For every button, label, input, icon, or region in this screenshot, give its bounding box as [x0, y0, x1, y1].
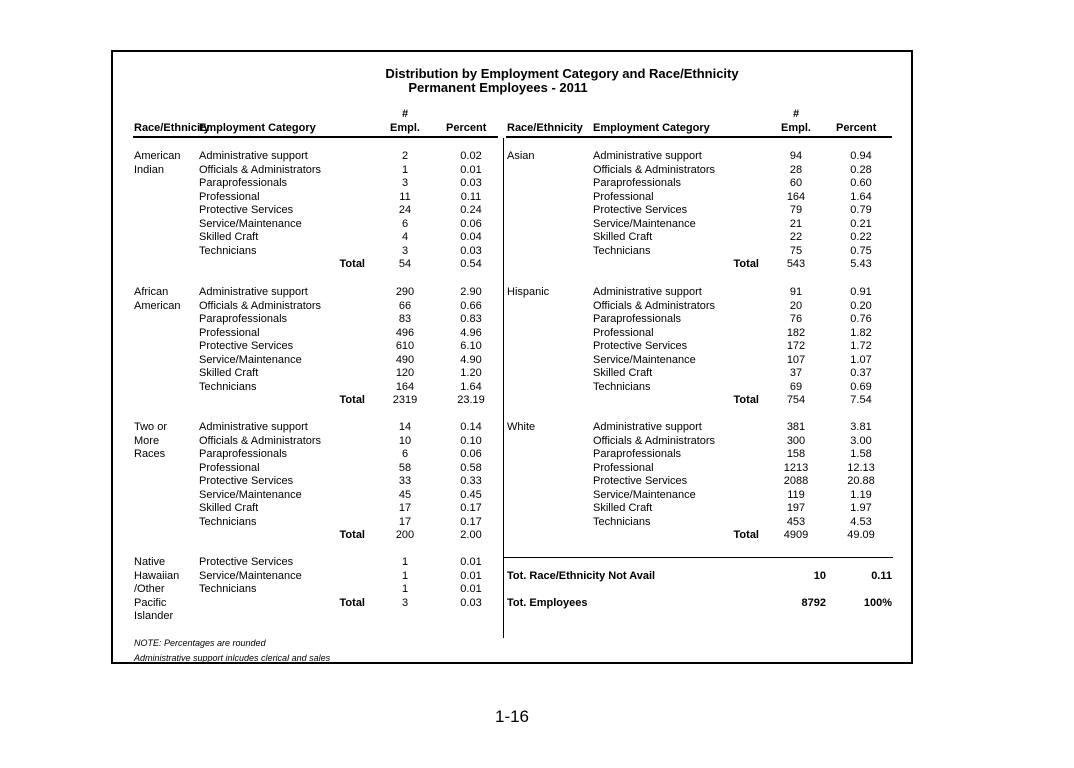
category-cell: Protective Services — [199, 475, 294, 488]
category-cell: Administrative support — [593, 286, 702, 298]
category-cell: Technicians — [199, 380, 257, 393]
category-cell: Paraprofessionals — [593, 177, 682, 190]
percent-cell: 1.20 — [460, 367, 482, 380]
total-count: 54 — [398, 258, 412, 271]
category-cell: Service/Maintenance — [593, 217, 696, 230]
percent-cell: 0.79 — [850, 204, 872, 217]
category-cell: Service/Maintenance — [593, 488, 696, 501]
percent-cell: 3.00 — [850, 434, 872, 447]
employee-count-cell: 75 — [789, 244, 803, 257]
percent-cell: 0.14 — [460, 421, 482, 433]
employee-count-cell: 164 — [395, 380, 415, 393]
category-cell: Service/Maintenance — [199, 569, 302, 582]
category-cell: Professional — [199, 461, 260, 474]
employee-count-cell: 69 — [789, 380, 803, 393]
race-label: Indian — [134, 163, 164, 176]
summary-count: 8792 — [801, 597, 826, 609]
employee-count-cell: 2088 — [783, 475, 809, 488]
category-cell: Service/Maintenance — [199, 488, 302, 501]
right-header-race: Race/Ethnicity — [507, 122, 583, 134]
category-cell: Protective Services — [199, 340, 294, 353]
right-header-empl: Empl. — [781, 122, 811, 134]
employee-count-cell: 91 — [789, 286, 803, 298]
total-count: 754 — [786, 394, 806, 407]
employee-count-cell: 94 — [789, 150, 803, 162]
employee-count-cell: 20 — [789, 299, 803, 312]
employee-count-cell: 58 — [398, 461, 412, 474]
employee-count-cell: 1 — [401, 569, 409, 582]
percent-cell: 0.94 — [850, 150, 872, 162]
percent-cell: 0.60 — [850, 177, 872, 190]
total-label: Total — [339, 596, 365, 609]
percent-cell: 0.11 — [460, 190, 482, 203]
category-cell: Technicians — [593, 515, 651, 528]
race-label: Hawaiian — [134, 569, 180, 582]
employee-count-cell: 610 — [395, 340, 415, 353]
total-percent: 0.54 — [460, 258, 482, 271]
percent-cell: 1.82 — [850, 326, 872, 339]
total-percent: 2.00 — [460, 529, 482, 542]
percent-cell: 0.33 — [460, 475, 482, 488]
total-percent: 49.09 — [847, 529, 875, 542]
category-cell: Skilled Craft — [593, 367, 653, 380]
employee-count-cell: 45 — [398, 488, 412, 501]
employee-count-cell: 490 — [395, 353, 415, 366]
column-divider — [503, 138, 504, 638]
total-percent: 7.54 — [850, 394, 872, 407]
percent-cell: 0.02 — [460, 150, 482, 162]
category-cell: Skilled Craft — [593, 231, 653, 244]
percent-cell: 0.22 — [850, 231, 872, 244]
race-label: Islander — [134, 610, 174, 623]
total-label: Total — [339, 394, 365, 407]
left-header-underline — [133, 136, 498, 138]
race-label: African — [134, 286, 169, 298]
category-cell: Officials & Administrators — [593, 434, 716, 447]
table-subtitle: Permanent Employees - 2011 — [408, 80, 588, 95]
category-cell: Officials & Administrators — [199, 299, 322, 312]
category-cell: Technicians — [593, 244, 651, 257]
race-label: Hispanic — [507, 286, 550, 298]
category-cell: Technicians — [593, 380, 651, 393]
employee-count-cell: 79 — [789, 204, 803, 217]
percent-cell: 0.17 — [460, 502, 482, 515]
category-cell: Administrative support — [593, 150, 702, 162]
category-cell: Administrative support — [593, 421, 702, 433]
percent-cell: 0.06 — [460, 448, 482, 461]
total-percent: 5.43 — [850, 258, 872, 271]
category-cell: Protective Services — [593, 204, 688, 217]
percent-cell: 0.21 — [850, 217, 872, 230]
total-percent: 23.19 — [457, 394, 485, 407]
category-cell: Professional — [593, 326, 654, 339]
left-header-race: Race/Ethnicity — [134, 122, 210, 134]
employee-count-cell: 83 — [398, 313, 412, 326]
employee-count-cell: 120 — [395, 367, 415, 380]
category-cell: Professional — [199, 326, 260, 339]
right-header-category: Employment Category — [593, 122, 710, 134]
percent-cell: 0.03 — [460, 244, 482, 257]
category-cell: Protective Services — [593, 475, 688, 488]
employee-count-cell: 453 — [786, 515, 806, 528]
employee-count-cell: 6 — [401, 217, 409, 230]
total-count: 2319 — [392, 394, 418, 407]
table-title: Distribution by Employment Category and Race/Ethnicity — [385, 66, 739, 81]
summary-label: Tot. Employees — [507, 597, 588, 609]
category-cell: Protective Services — [593, 340, 688, 353]
race-label: American — [134, 299, 181, 312]
employee-count-cell: 496 — [395, 326, 415, 339]
category-cell: Paraprofessionals — [593, 448, 682, 461]
percent-cell: 1.58 — [850, 448, 872, 461]
employee-count-cell: 22 — [789, 231, 803, 244]
race-label: Races — [134, 448, 166, 461]
summary-percent: 100% — [863, 597, 892, 609]
race-label: Native — [134, 556, 166, 568]
category-cell: Protective Services — [199, 556, 294, 568]
employee-count-cell: 290 — [395, 286, 415, 298]
percent-cell: 0.91 — [850, 286, 872, 298]
percent-cell: 0.45 — [460, 488, 482, 501]
percent-cell: 0.01 — [460, 163, 482, 176]
percent-cell: 20.88 — [847, 475, 875, 488]
left-header-empl: Empl. — [390, 122, 420, 134]
percent-cell: 0.01 — [460, 569, 482, 582]
employee-count-cell: 182 — [786, 326, 806, 339]
category-cell: Administrative support — [199, 286, 308, 298]
category-cell: Service/Maintenance — [199, 353, 302, 366]
employee-count-cell: 11 — [399, 190, 411, 203]
employee-count-cell: 33 — [398, 475, 412, 488]
employee-count-cell: 10 — [398, 434, 412, 447]
category-cell: Technicians — [199, 244, 257, 257]
employee-count-cell: 28 — [789, 163, 803, 176]
percent-cell: 4.90 — [460, 353, 482, 366]
employee-count-cell: 172 — [786, 340, 806, 353]
category-cell: Skilled Craft — [199, 231, 259, 244]
note-rounded: NOTE: Percentages are rounded — [134, 638, 266, 648]
percent-cell: 0.24 — [460, 204, 482, 217]
category-cell: Protective Services — [199, 204, 294, 217]
percent-cell: 6.10 — [460, 340, 482, 353]
category-cell: Professional — [199, 190, 260, 203]
employee-count-cell: 381 — [786, 421, 806, 433]
percent-cell: 4.96 — [460, 326, 482, 339]
category-cell: Administrative support — [199, 150, 308, 162]
category-cell: Officials & Administrators — [593, 299, 716, 312]
race-label: Pacific — [134, 596, 167, 609]
employee-count-cell: 37 — [789, 367, 803, 380]
percent-cell: 1.07 — [850, 353, 872, 366]
percent-cell: 1.72 — [850, 340, 872, 353]
percent-cell: 0.20 — [850, 299, 872, 312]
category-cell: Professional — [593, 461, 654, 474]
percent-cell: 0.01 — [460, 583, 482, 596]
category-cell: Skilled Craft — [199, 367, 259, 380]
percent-cell: 4.53 — [850, 515, 872, 528]
employee-count-cell: 17 — [398, 502, 412, 515]
percent-cell: 0.17 — [460, 515, 482, 528]
total-count: 4909 — [783, 529, 809, 542]
percent-cell: 0.06 — [460, 217, 482, 230]
employee-count-cell: 14 — [398, 421, 412, 433]
category-cell: Paraprofessionals — [593, 313, 682, 326]
note-admin-support: Administrative support inlcudes clerical and sales — [134, 653, 331, 663]
employee-count-cell: 24 — [398, 204, 412, 217]
right-header-hash: # — [792, 108, 800, 120]
summary-percent: 0.11 — [871, 570, 892, 582]
total-percent: 0.03 — [460, 596, 482, 609]
employee-count-cell: 60 — [789, 177, 803, 190]
category-cell: Skilled Craft — [199, 502, 259, 515]
category-cell: Service/Maintenance — [593, 353, 696, 366]
percent-cell: 3.81 — [850, 421, 872, 433]
race-label: /Other — [134, 583, 165, 596]
left-header-category: Employment Category — [199, 122, 316, 134]
left-header-percent: Percent — [446, 122, 487, 134]
category-cell: Paraprofessionals — [199, 177, 288, 190]
percent-cell: 0.83 — [460, 313, 482, 326]
percent-cell: 0.66 — [460, 299, 482, 312]
percent-cell: 0.76 — [850, 313, 872, 326]
category-cell: Paraprofessionals — [199, 448, 288, 461]
category-cell: Technicians — [199, 583, 257, 596]
percent-cell: 0.28 — [850, 163, 872, 176]
employee-count-cell: 66 — [398, 299, 412, 312]
employee-count-cell: 6 — [401, 448, 409, 461]
category-cell: Officials & Administrators — [199, 163, 322, 176]
employee-count-cell: 17 — [398, 515, 412, 528]
left-header-hash: # — [401, 108, 409, 120]
employee-count-cell: 1213 — [783, 461, 809, 474]
percent-cell: 1.97 — [850, 502, 872, 515]
total-label: Total — [733, 529, 759, 542]
employee-count-cell: 3 — [401, 244, 409, 257]
percent-cell: 2.90 — [460, 286, 482, 298]
category-cell: Skilled Craft — [593, 502, 653, 515]
race-label: American — [134, 150, 181, 162]
category-cell: Professional — [593, 190, 654, 203]
total-count: 543 — [786, 258, 806, 271]
percent-cell: 0.04 — [460, 231, 482, 244]
employee-count-cell: 300 — [786, 434, 806, 447]
race-label: White — [507, 421, 536, 433]
right-header-underline — [506, 136, 892, 138]
total-label: Total — [339, 258, 365, 271]
total-label: Total — [733, 258, 759, 271]
employee-count-cell: 3 — [401, 177, 409, 190]
race-label: More — [134, 434, 160, 447]
category-cell: Officials & Administrators — [199, 434, 322, 447]
employee-count-cell: 2 — [401, 150, 409, 162]
percent-cell: 0.75 — [850, 244, 872, 257]
summary-count: 10 — [813, 570, 826, 582]
employee-count-cell: 4 — [401, 231, 409, 244]
employee-count-cell: 107 — [786, 353, 806, 366]
category-cell: Administrative support — [199, 421, 308, 433]
total-count: 200 — [395, 529, 415, 542]
employee-count-cell: 119 — [787, 488, 805, 501]
category-cell: Officials & Administrators — [593, 163, 716, 176]
right-header-percent: Percent — [836, 122, 877, 134]
category-cell: Paraprofessionals — [199, 313, 288, 326]
category-cell: Technicians — [199, 515, 257, 528]
percent-cell: 0.37 — [850, 367, 872, 380]
total-label: Total — [339, 529, 365, 542]
percent-cell: 0.03 — [460, 177, 482, 190]
page-number: 1-16 — [494, 707, 530, 726]
employee-count-cell: 197 — [786, 502, 806, 515]
percent-cell: 1.64 — [850, 190, 872, 203]
employee-count-cell: 164 — [786, 190, 806, 203]
employee-count-cell: 1 — [401, 583, 409, 596]
percent-cell: 0.69 — [850, 380, 872, 393]
summary-rule — [504, 557, 893, 558]
percent-cell: 1.64 — [460, 380, 482, 393]
employee-count-cell: 1 — [401, 556, 409, 568]
category-cell: Service/Maintenance — [199, 217, 302, 230]
race-label: Asian — [507, 150, 535, 162]
employee-count-cell: 76 — [789, 313, 803, 326]
total-count: 3 — [401, 596, 409, 609]
summary-label: Tot. Race/Ethnicity Not Avail — [507, 570, 656, 582]
employee-count-cell: 158 — [786, 448, 806, 461]
percent-cell: 0.58 — [460, 461, 482, 474]
employee-count-cell: 1 — [401, 163, 409, 176]
percent-cell: 12.13 — [847, 461, 875, 474]
percent-cell: 1.19 — [850, 488, 872, 501]
race-label: Two or — [134, 421, 168, 433]
employee-count-cell: 21 — [789, 217, 803, 230]
percent-cell: 0.01 — [460, 556, 482, 568]
percent-cell: 0.10 — [460, 434, 482, 447]
total-label: Total — [733, 394, 759, 407]
